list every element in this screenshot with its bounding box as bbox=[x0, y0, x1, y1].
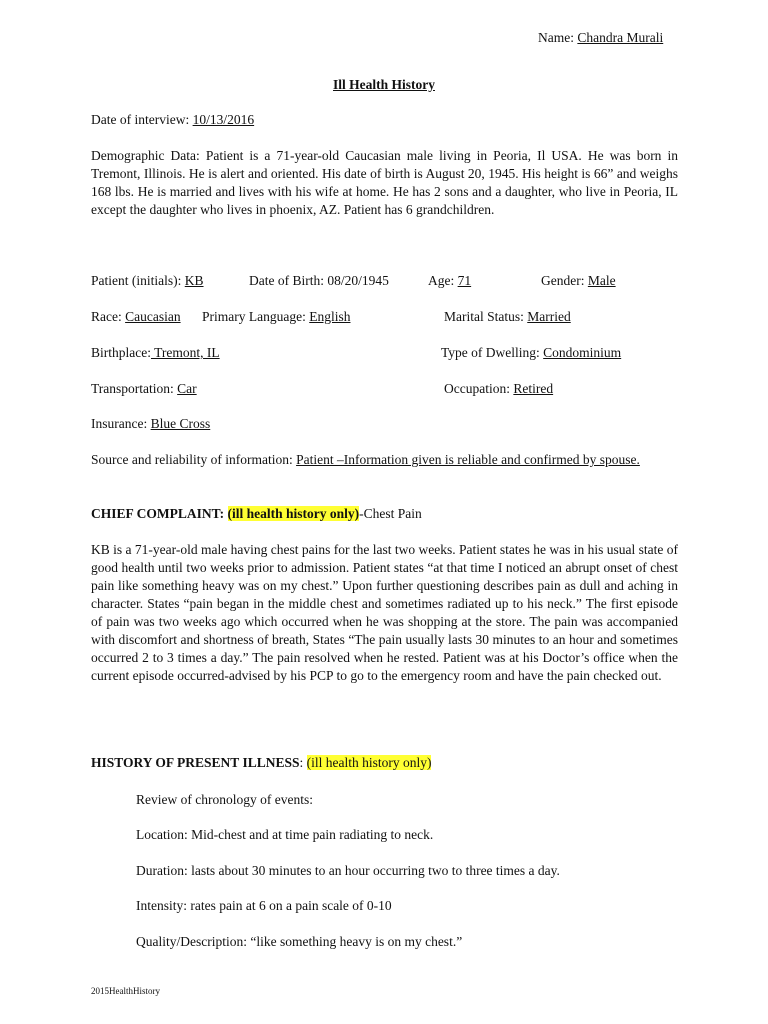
transport-label: Transportation: bbox=[91, 381, 174, 396]
interview-value: 10/13/2016 bbox=[192, 112, 255, 127]
interview-label: Date of interview: bbox=[91, 112, 190, 127]
chief-complaint-heading bbox=[91, 505, 422, 523]
dwelling-value: Condominium bbox=[543, 345, 622, 360]
birthplace-label: Birthplace: bbox=[91, 345, 151, 360]
hpi-item-intensity: Intensity: rates pain at 6 on a pain scale of 0-10 bbox=[136, 898, 392, 913]
age-field bbox=[428, 272, 471, 290]
occupation-label: Occupation: bbox=[444, 381, 510, 396]
row-birthplace bbox=[91, 344, 691, 362]
transport-field bbox=[91, 380, 197, 398]
race-value: Caucasian bbox=[125, 309, 181, 324]
gender-value: Male bbox=[587, 273, 616, 288]
dwelling-label: Type of Dwelling: bbox=[441, 345, 540, 360]
occupation-field bbox=[444, 380, 553, 398]
dob-field: Date of Birth: 08/20/1945 bbox=[249, 273, 389, 288]
insurance-field bbox=[91, 415, 210, 433]
chief-complaint-value: -Chest Pain bbox=[359, 506, 422, 521]
initials-field bbox=[91, 272, 204, 290]
gender-field bbox=[541, 272, 616, 290]
transport-value: Car bbox=[177, 381, 197, 396]
source-reliability bbox=[91, 451, 678, 469]
marital-value: Married bbox=[527, 309, 571, 324]
hpi-item-chronology: Review of chronology of events: bbox=[136, 792, 313, 807]
age-value: 71 bbox=[457, 273, 472, 288]
hpi-item-quality: Quality/Description: “like something heavy is on my chest.” bbox=[136, 934, 463, 949]
page-footer: 2015HealthHistory bbox=[91, 986, 160, 996]
hpi-item-duration: Duration: lasts about 30 minutes to an hour occurring two to three times a day. bbox=[136, 863, 560, 878]
language-value: English bbox=[309, 309, 351, 324]
chief-complaint-label: CHIEF COMPLAINT: bbox=[91, 506, 225, 521]
row-race bbox=[91, 308, 691, 326]
hpi-heading bbox=[91, 754, 431, 772]
name-value: Chandra Murali bbox=[577, 30, 664, 45]
row-patient bbox=[91, 272, 691, 290]
dwelling-field bbox=[441, 344, 621, 362]
chief-complaint-paragraph: KB is a 71-year-old male having chest pains for the last two weeks. Patient states he was in his usual state of good health until two weeks prior to admission. Patient states “at that time I noticed an abrupt onset of chest pain like something heavy was on my chest.” Upon further questioning describes pain as dull and aching in character. States “pain began in the middle chest and sometimes radiated up to his neck.” The first episode of pain was two weeks ago which occurred when he was shopping at the store. The pain was accompanied with discomfort and shortness of breath, States “The pain usually lasts 30 minutes to an hour and sometimes occurred 2 to 3 times a day.” The pain resolved when he rested. Patient was at his Doctor’s office when the current episode occurred-advised by his PCP to go to the emergency room and have the pain checked out. bbox=[91, 542, 678, 683]
hpi-colon: : bbox=[299, 755, 304, 770]
initials-value: KB bbox=[184, 273, 204, 288]
name-line bbox=[538, 29, 663, 47]
name-label: Name: bbox=[538, 30, 574, 45]
marital-label: Marital Status: bbox=[444, 309, 524, 324]
initials-label: Patient (initials): bbox=[91, 273, 182, 288]
language-label: Primary Language: bbox=[202, 309, 306, 324]
page-title: Ill Health History bbox=[333, 77, 435, 92]
insurance-label: Insurance: bbox=[91, 416, 148, 431]
gender-label: Gender: bbox=[541, 273, 585, 288]
hpi-highlight: (ill health history only) bbox=[306, 755, 432, 770]
language-field bbox=[202, 308, 350, 326]
age-label: Age: bbox=[428, 273, 455, 288]
chief-complaint-highlight: (ill health history only) bbox=[227, 506, 360, 521]
race-label: Race: bbox=[91, 309, 122, 324]
source-label: Source and reliability of information: bbox=[91, 452, 293, 467]
insurance-value: Blue Cross bbox=[150, 416, 211, 431]
hpi-label: HISTORY OF PRESENT ILLNESS bbox=[91, 755, 300, 770]
occupation-value: Retired bbox=[513, 381, 554, 396]
row-insurance bbox=[91, 415, 691, 433]
birthplace-value: Tremont, IL bbox=[150, 345, 220, 360]
race-field bbox=[91, 308, 181, 326]
hpi-item-location: Location: Mid-chest and at time pain radiating to neck. bbox=[136, 827, 434, 842]
demographic-paragraph: Demographic Data: Patient is a 71-year-old Caucasian male living in Peoria, Il USA. He was born in Tremont, Illinois. He is alert and oriented. His date of birth is August 20, 1945. His height is 66” and weighs 168 lbs. He is married and lives with his wife at home. He has 2 sons and a daughter, who live in Peoria, IL except the daughter who lives in phoenix, AZ. Patient has 6 grandchildren. bbox=[91, 148, 678, 217]
row-transport bbox=[91, 380, 691, 398]
birthplace-field bbox=[91, 344, 220, 362]
source-value: Patient –Information given is reliable and confirmed by spouse. bbox=[296, 452, 640, 467]
interview-date bbox=[91, 111, 254, 129]
marital-field bbox=[444, 308, 571, 326]
